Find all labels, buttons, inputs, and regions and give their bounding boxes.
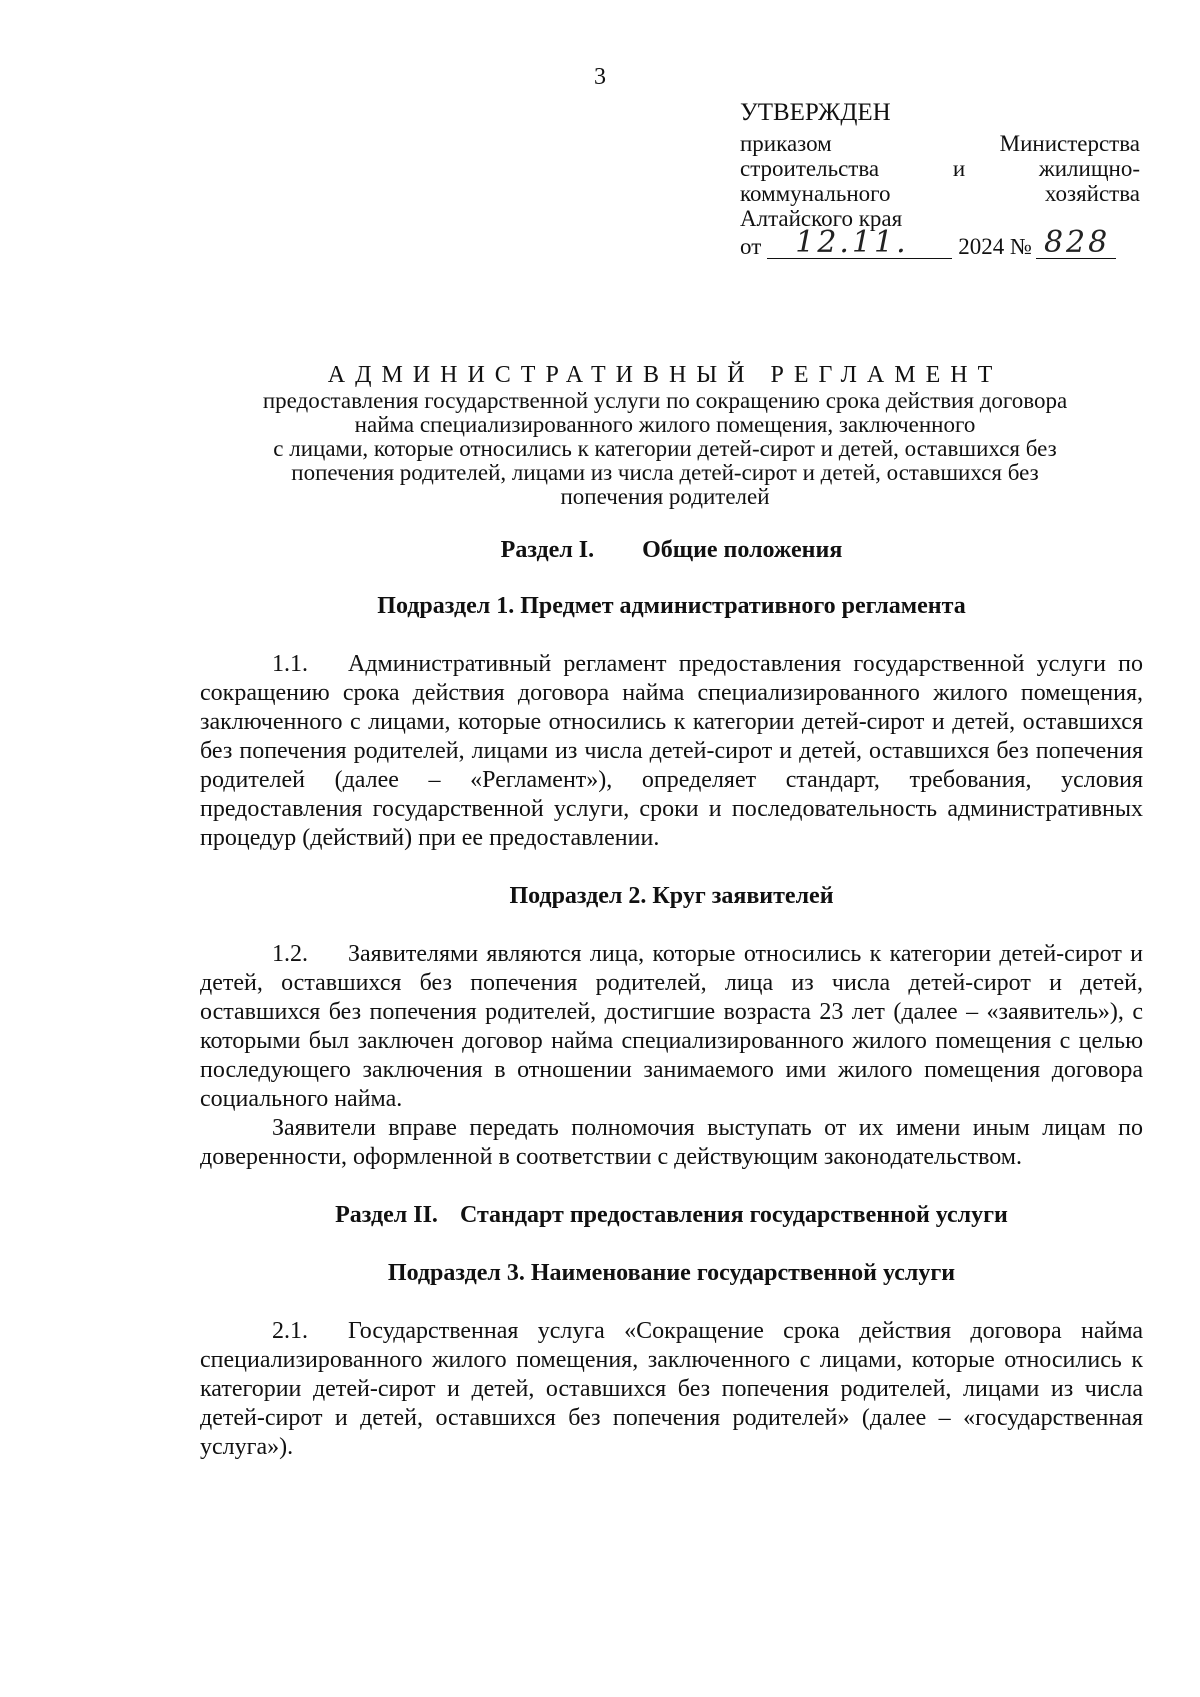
date-prefix: от	[740, 234, 762, 259]
year-and-number-label: 2024 №	[958, 234, 1032, 259]
approval-line-2	[740, 156, 1140, 181]
section-2-title: Стандарт предоставления государственной услуги	[459, 1202, 1008, 1228]
paragraph-number: 2.1.	[272, 1318, 308, 1344]
approved-word: УТВЕРЖДЕН	[740, 99, 891, 126]
approval-region: Алтайского края	[740, 206, 903, 231]
page-number: 3	[594, 64, 606, 90]
approval-communal-word: коммунального	[740, 181, 891, 206]
paragraph-number: 1.2.	[272, 941, 308, 967]
title-sub-line: найма специализированного жилого помещения, заключенного	[354, 412, 976, 437]
date-field	[767, 225, 952, 260]
paragraph-text: Заявителями являются лица, которые относились к категории детей-сирот и детей, оставшихся без попечения родителей, лица из числа детей-сирот и детей, оставшихся без попечения родителей, достигшие возраста 23 лет (далее – «заявитель»), с которыми был заключен договор найма специализированного жилого помещения с целью последующего заключения в отношении занимаемого ими жилого помещения договора социального найма.	[200, 941, 1143, 1112]
section-2-heading	[200, 1201, 1143, 1230]
approval-economy-word: хозяйства	[1044, 181, 1140, 206]
paragraph-number: 1.1.	[272, 651, 308, 677]
document-title: АДМИНИСТРАТИВНЫЙ РЕГЛАМЕНТ	[327, 362, 1003, 388]
approval-housing-word: жилищно-	[1038, 156, 1140, 181]
approval-line-3	[740, 181, 1140, 206]
document-title-block	[190, 361, 1140, 509]
title-sub-line: попечения родителей	[560, 484, 770, 509]
approval-and-word: и	[952, 156, 966, 181]
approval-date-line	[740, 225, 1140, 260]
section-1-number: Раздел I.	[500, 537, 595, 563]
section-1-heading	[200, 536, 1143, 565]
paragraph-1-2-continued: Заявители вправе передать полномочия выступать от их имени иным лицам по доверенности, оформленной в соответствии с действующим законодательством.	[200, 1115, 1143, 1170]
document-body	[200, 536, 1143, 1462]
paragraph-text: Административный регламент предоставления государственной услуги по сокращению срока действия договора найма специализированного жилого помещения, заключенного с лицами, которые относились к категории детей-сирот и детей, оставшихся без попечения родителей, лицами из числа детей-сирот и детей, оставшихся без попечения родителей (далее – «Регламент»), определяет стандарт, требования, условия предоставления государственной услуги, сроки и последовательность административных процедур (действий) при ее предоставлении.	[200, 651, 1143, 851]
paragraph-2-1	[200, 1317, 1143, 1462]
title-sub-line: предоставления государственной услуги по сокращению срока действия договора	[262, 388, 1068, 413]
approval-ministry-word: Министерства	[999, 131, 1140, 156]
section-2-number: Раздел II.	[335, 1202, 438, 1228]
title-sub-line: с лицами, которые относились к категории детей-сирот и детей, оставшихся без	[273, 436, 1057, 461]
handwritten-number: 828	[1043, 225, 1111, 260]
approval-order-word: приказом	[740, 131, 832, 156]
title-sub-line: попечения родителей, лицами из числа детей-сирот и детей, оставшихся без	[291, 460, 1039, 485]
number-field	[1036, 225, 1116, 260]
subsection-3-heading: Подраздел 3. Наименование государственной услуги	[387, 1260, 956, 1286]
handwritten-date: 12.11.	[795, 225, 909, 260]
approval-construction-word: строительства	[740, 156, 880, 181]
approval-line-1	[740, 131, 1140, 156]
approval-stamp-block	[740, 100, 1140, 259]
paragraph-1-1	[200, 650, 1143, 853]
paragraph-text: Государственная услуга «Сокращение срока действия договора найма специализированного жилого помещения, заключенного с лицами, которые относились к категории детей-сирот и детей, оставшихся без попечения родителей, лицами из числа детей-сирот и детей, оставшихся без попечения родителей» (далее – «государственная услуга»).	[200, 1318, 1143, 1460]
paragraph-1-2	[200, 940, 1143, 1114]
subsection-1-heading: Подраздел 1. Предмет административного регламента	[377, 593, 966, 619]
section-1-title: Общие положения	[642, 537, 843, 563]
subsection-2-heading: Подраздел 2. Круг заявителей	[509, 883, 834, 909]
